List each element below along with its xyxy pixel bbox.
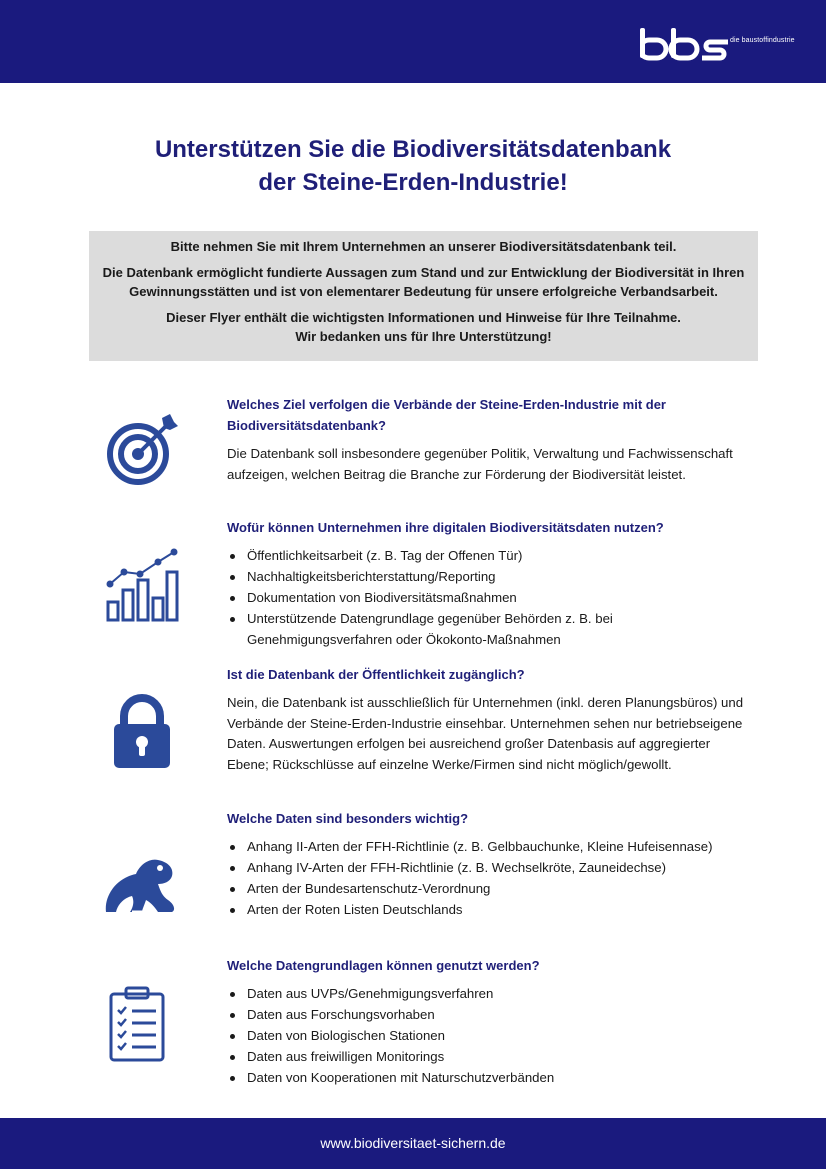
list-item: Daten aus Forschungsvorhaben xyxy=(227,1005,747,1026)
section-heading: Welche Daten sind besonders wichtig? xyxy=(227,811,469,826)
section-heading: Welches Ziel verfolgen die Verbände der Steine-Erden-Industrie mit der Biodiversitätsdatenbank? xyxy=(227,397,666,433)
intro-paragraph-2: Die Datenbank ermöglicht fundierte Aussagen zum Stand und zur Entwicklung der Biodiversität in Ihren Gewinnungsstätten und ist von elementarer Bedeutung für unsere erfolgreiche Verbandsarbeit. xyxy=(102,265,745,299)
clipboard-icon xyxy=(108,986,168,1064)
frog-icon xyxy=(102,856,178,916)
section-goal xyxy=(227,394,747,485)
section-text: Nein, die Datenbank ist ausschließlich für Unternehmen (inkl. deren Planungsbüros) und Verbände der Steine-Erden-Industrie einsehbar. Unternehmen sehen nur betriebseigene Daten. Auswertungen erfolgen bei ausreichend großer Datenbasis auf aggregierter Ebene; Rückschlüsse auf einzelne Werke/Firmen sind nicht möglich/gewollt. xyxy=(227,695,744,772)
section-heading: Welche Datengrundlagen können genutzt werden? xyxy=(227,958,540,973)
page-title: Unterstützen Sie die Biodiversitätsdatenbank der Steine-Erden-Industrie! xyxy=(154,136,672,196)
footer-bar xyxy=(0,1118,826,1169)
list-item: Öffentlichkeitsarbeit (z. B. Tag der Offenen Tür) xyxy=(227,546,747,567)
header-bar xyxy=(0,0,826,83)
list-item: Daten von Kooperationen mit Naturschutzverbänden xyxy=(227,1068,747,1089)
list-item: Arten der Roten Listen Deutschlands xyxy=(227,900,747,921)
section-heading: Wofür können Unternehmen ihre digitalen Biodiversitätsdaten nutzen? xyxy=(227,520,664,535)
brand-tagline: die baustoffindustrie xyxy=(730,37,795,44)
section-access xyxy=(227,664,747,775)
intro-paragraph-3: Dieser Flyer enthält die wichtigsten Informationen und Hinweise für Ihre Teilnahme. Wir bedanken uns für Ihre Unterstützung! xyxy=(166,310,681,344)
bbs-logo xyxy=(640,28,810,62)
intro-paragraph-1: Bitte nehmen Sie mit Ihrem Unternehmen an unserer Biodiversitätsdatenbank teil. xyxy=(170,239,677,254)
chart-icon xyxy=(104,548,180,624)
list-item: Arten der Bundesartenschutz-Verordnung xyxy=(227,879,747,900)
list-item: Nachhaltigkeitsberichterstattung/Reporting xyxy=(227,567,747,588)
lock-icon xyxy=(112,694,172,770)
list-item: Unterstützende Datengrundlage gegenüber Behörden z. B. bei Genehmigungsverfahren oder Ökokonto-Maßnahmen xyxy=(227,609,747,650)
bullet-list xyxy=(227,546,747,650)
bullet-list xyxy=(227,984,747,1089)
list-item: Daten von Biologischen Stationen xyxy=(227,1026,747,1047)
target-icon xyxy=(104,412,180,488)
section-important-data xyxy=(227,808,747,921)
section-text: Die Datenbank soll insbesondere gegenüber Politik, Verwaltung und Fachwissenschaft aufzeigen, welchen Beitrag die Branche zur Förderung der Biodiversität leistet. xyxy=(227,446,733,482)
list-item: Anhang IV-Arten der FFH-Richtlinie (z. B. Wechselkröte, Zauneidechse) xyxy=(227,858,747,879)
section-heading: Ist die Datenbank der Öffentlichkeit zugänglich? xyxy=(227,667,525,682)
list-item: Daten aus freiwilligen Monitorings xyxy=(227,1047,747,1068)
list-item: Dokumentation von Biodiversitätsmaßnahmen xyxy=(227,588,747,609)
bullet-list xyxy=(227,837,747,921)
section-data-sources xyxy=(227,955,747,1089)
section-usage xyxy=(227,517,747,651)
list-item: Daten aus UVPs/Genehmigungsverfahren xyxy=(227,984,747,1005)
footer-url[interactable]: www.biodiversitaet-sichern.de xyxy=(320,1135,506,1151)
intro-box xyxy=(89,231,758,361)
list-item: Anhang II-Arten der FFH-Richtlinie (z. B. Gelbbauchunke, Kleine Hufeisennase) xyxy=(227,837,747,858)
